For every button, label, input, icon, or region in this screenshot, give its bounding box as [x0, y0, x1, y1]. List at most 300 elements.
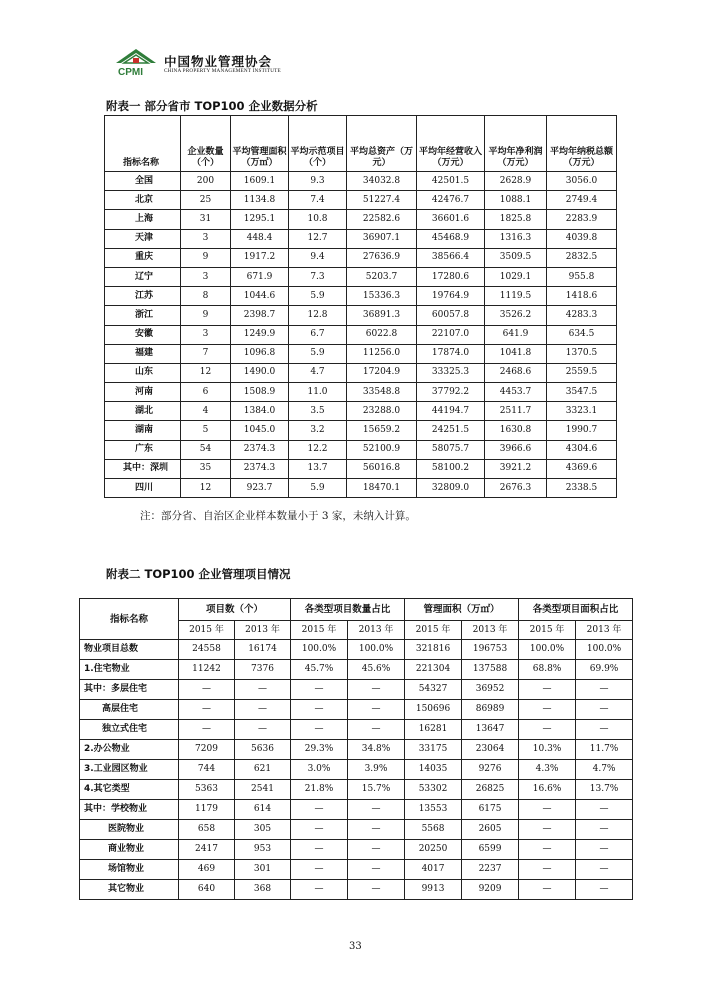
row-label: 广东	[105, 440, 181, 459]
row-label: 江苏	[105, 287, 181, 306]
table-cell: —	[291, 700, 348, 720]
table-row	[105, 421, 617, 440]
table-cell: 5568	[405, 820, 462, 840]
table-cell: —	[519, 680, 576, 700]
row-label: 独立式住宅	[80, 720, 179, 740]
table-cell: —	[348, 720, 405, 740]
table-row	[80, 820, 633, 840]
table-cell: 1917.2	[231, 248, 289, 267]
table-cell: 24251.5	[417, 421, 485, 440]
table-cell: 16174	[235, 640, 291, 660]
table-cell: 2237	[462, 860, 519, 880]
table-cell: 2374.3	[231, 459, 289, 478]
table-row	[105, 479, 617, 498]
table-cell: —	[519, 880, 576, 900]
table-cell: 6	[181, 383, 231, 402]
table-cell: 36907.1	[347, 229, 417, 248]
table-cell: 1044.6	[231, 287, 289, 306]
table-cell: 2749.4	[547, 191, 617, 210]
table-cell: 1825.8	[485, 210, 547, 229]
table-cell: 54	[181, 440, 231, 459]
table2-header: 各类型项目面积占比	[519, 599, 633, 621]
table-row	[105, 440, 617, 459]
table-cell: 4304.6	[547, 440, 617, 459]
table-cell: 8	[181, 287, 231, 306]
table-cell: 42476.7	[417, 191, 485, 210]
row-label: 湖北	[105, 402, 181, 421]
table-cell: 26825	[462, 780, 519, 800]
table-cell: 321816	[405, 640, 462, 660]
table-cell: 16.6%	[519, 780, 576, 800]
table-cell: —	[179, 680, 235, 700]
table-cell: 3509.5	[485, 248, 547, 267]
table-cell: 44194.7	[417, 402, 485, 421]
table-cell: 7.4	[289, 191, 347, 210]
table-cell: 2541	[235, 780, 291, 800]
table-cell: 5.9	[289, 287, 347, 306]
table1-header: 平均年纳税总额（万元）	[547, 116, 617, 172]
table-cell: 4.7%	[576, 760, 633, 780]
table-cell: —	[519, 820, 576, 840]
table-cell: —	[576, 700, 633, 720]
table-cell: 18470.1	[347, 479, 417, 498]
table-cell: 7376	[235, 660, 291, 680]
table-cell: 3526.2	[485, 306, 547, 325]
table-cell: 3966.6	[485, 440, 547, 459]
table-cell: 36952	[462, 680, 519, 700]
table-cell: 1179	[179, 800, 235, 820]
table-cell: 38566.4	[417, 248, 485, 267]
table-cell: 19764.9	[417, 287, 485, 306]
table-row	[105, 191, 617, 210]
table-cell: 42501.5	[417, 172, 485, 191]
table-row	[105, 172, 617, 191]
row-label: 四川	[105, 479, 181, 498]
table-cell: 2374.3	[231, 440, 289, 459]
table-cell: 221304	[405, 660, 462, 680]
table-cell: 51227.4	[347, 191, 417, 210]
table-row	[105, 287, 617, 306]
table-row	[105, 383, 617, 402]
table-cell: 52100.9	[347, 440, 417, 459]
table-cell: 1249.9	[231, 325, 289, 344]
table-cell: 1134.8	[231, 191, 289, 210]
row-label: 医院物业	[80, 820, 179, 840]
table-cell: 58075.7	[417, 440, 485, 459]
table-cell: 36891.3	[347, 306, 417, 325]
table-cell: 37792.2	[417, 383, 485, 402]
table-cell: 301	[235, 860, 291, 880]
table-cell: 2338.5	[547, 479, 617, 498]
table-cell: 5	[181, 421, 231, 440]
year-cell: 2015 年	[291, 621, 348, 640]
table-cell: 1088.1	[485, 191, 547, 210]
table-cell: 14035	[405, 760, 462, 780]
table-row	[105, 363, 617, 382]
table2-header: 各类型项目数量占比	[291, 599, 405, 621]
table-cell: 305	[235, 820, 291, 840]
table-row	[80, 720, 633, 740]
table-cell: 469	[179, 860, 235, 880]
table-cell: —	[519, 700, 576, 720]
org-name-en: CHINA PROPERTY MANAGEMENT INSTITUTE	[164, 68, 281, 74]
table-cell: 1384.0	[231, 402, 289, 421]
row-label: 4.其它类型	[80, 780, 179, 800]
table-cell: 1045.0	[231, 421, 289, 440]
table-cell: 9.3	[289, 172, 347, 191]
page-number: 33	[349, 941, 362, 952]
table-cell: —	[348, 680, 405, 700]
table-cell: 100.0%	[576, 640, 633, 660]
table-cell: 17280.6	[417, 267, 485, 286]
table-cell: 10.8	[289, 210, 347, 229]
table-cell: 29.3%	[291, 740, 348, 760]
table-cell: 4	[181, 402, 231, 421]
table-cell: —	[291, 800, 348, 820]
table-cell: 31	[181, 210, 231, 229]
table-cell: 9	[181, 306, 231, 325]
table-cell: 3921.2	[485, 459, 547, 478]
row-label: 其中：学校物业	[80, 800, 179, 820]
table-cell: 196753	[462, 640, 519, 660]
table1-header: 平均总资产（万元）	[347, 116, 417, 172]
table-cell: —	[235, 680, 291, 700]
table-cell: 2559.5	[547, 363, 617, 382]
table-cell: 25	[181, 191, 231, 210]
table-cell: 5363	[179, 780, 235, 800]
table-cell: 2676.3	[485, 479, 547, 498]
row-label: 其中：深圳	[105, 459, 181, 478]
table2-caption: 附表二 TOP100 企业管理项目情况	[106, 567, 291, 581]
table-cell: 13.7	[289, 459, 347, 478]
table-cell: 5.9	[289, 344, 347, 363]
table-cell: —	[179, 700, 235, 720]
table-cell: 24558	[179, 640, 235, 660]
table2-group-header-row	[80, 599, 633, 621]
table-cell: 86989	[462, 700, 519, 720]
table-cell: 448.4	[231, 229, 289, 248]
table-cell: 11242	[179, 660, 235, 680]
row-label: 3.工业园区物业	[80, 760, 179, 780]
table-row	[105, 267, 617, 286]
table-cell: —	[235, 700, 291, 720]
table-cell: 12	[181, 363, 231, 382]
table-cell: 33548.8	[347, 383, 417, 402]
table-cell: 2628.9	[485, 172, 547, 191]
table-cell: 658	[179, 820, 235, 840]
table-cell: 100.0%	[348, 640, 405, 660]
table-cell: 32809.0	[417, 479, 485, 498]
year-cell: 2013 年	[348, 621, 405, 640]
table-cell: 1029.1	[485, 267, 547, 286]
table-cell: 23064	[462, 740, 519, 760]
table-cell: 7	[181, 344, 231, 363]
table-row	[80, 640, 633, 660]
table-cell: —	[576, 820, 633, 840]
table-cell: 953	[235, 840, 291, 860]
table-cell: 9276	[462, 760, 519, 780]
table-cell: 6175	[462, 800, 519, 820]
table-cell: 23288.0	[347, 402, 417, 421]
table-cell: 5.9	[289, 479, 347, 498]
table2-header: 管理面积（万㎡）	[405, 599, 519, 621]
table-cell: 9.4	[289, 248, 347, 267]
row-label: 河南	[105, 383, 181, 402]
logo-abbr: CPMI	[118, 67, 143, 78]
table-cell: 4369.6	[547, 459, 617, 478]
table-cell: 3	[181, 267, 231, 286]
table-cell: 1119.5	[485, 287, 547, 306]
row-label: 其它物业	[80, 880, 179, 900]
row-label: 2.办公物业	[80, 740, 179, 760]
table-cell: —	[348, 840, 405, 860]
table-cell: 4.7	[289, 363, 347, 382]
table-cell: 22107.0	[417, 325, 485, 344]
row-label: 场馆物业	[80, 860, 179, 880]
row-label: 上海	[105, 210, 181, 229]
table1-header: 平均管理面积（万㎡）	[231, 116, 289, 172]
table-row	[105, 459, 617, 478]
table-cell: 27636.9	[347, 248, 417, 267]
year-cell: 2013 年	[576, 621, 633, 640]
table-cell: 1609.1	[231, 172, 289, 191]
table-cell: 35	[181, 459, 231, 478]
table-cell: 6.7	[289, 325, 347, 344]
table-cell: 9913	[405, 880, 462, 900]
table-cell: —	[519, 800, 576, 820]
table-cell: —	[576, 840, 633, 860]
table-cell: 9	[181, 248, 231, 267]
table-cell: 614	[235, 800, 291, 820]
table-row	[80, 860, 633, 880]
table-cell: 3547.5	[547, 383, 617, 402]
table-cell: —	[179, 720, 235, 740]
table-row	[105, 210, 617, 229]
table-cell: 2398.7	[231, 306, 289, 325]
org-name-cn: 中国物业管理协会	[164, 54, 273, 69]
table-cell: 3.9%	[348, 760, 405, 780]
table-row	[80, 740, 633, 760]
row-label: 安徽	[105, 325, 181, 344]
table-cell: 955.8	[547, 267, 617, 286]
table-row	[80, 880, 633, 900]
row-label: 物业项目总数	[80, 640, 179, 660]
table-cell: 45.6%	[348, 660, 405, 680]
table-cell: 11256.0	[347, 344, 417, 363]
table-cell: 3.2	[289, 421, 347, 440]
table-cell: —	[576, 880, 633, 900]
table-cell: 15.7%	[348, 780, 405, 800]
table-cell: 15659.2	[347, 421, 417, 440]
table-cell: 7.3	[289, 267, 347, 286]
table-cell: 4039.8	[547, 229, 617, 248]
year-cell: 2013 年	[235, 621, 291, 640]
table-cell: 2511.7	[485, 402, 547, 421]
table-cell: —	[348, 700, 405, 720]
table1-caption: 附表一 部分省市 TOP100 企业数据分析	[106, 99, 318, 113]
cpmi-logo-icon	[112, 46, 160, 80]
table-cell: 1418.6	[547, 287, 617, 306]
table-cell: 17874.0	[417, 344, 485, 363]
table-row	[105, 325, 617, 344]
table-cell: 621	[235, 760, 291, 780]
table-cell: 56016.8	[347, 459, 417, 478]
table-cell: —	[348, 880, 405, 900]
table-cell: 1508.9	[231, 383, 289, 402]
table-row	[80, 780, 633, 800]
table-cell: 368	[235, 880, 291, 900]
table-cell: —	[291, 840, 348, 860]
table-cell: —	[576, 720, 633, 740]
table-cell: —	[519, 720, 576, 740]
table-cell: —	[519, 860, 576, 880]
table2-header: 指标名称	[80, 599, 179, 640]
table-cell: 640	[179, 880, 235, 900]
table-cell: 13.7%	[576, 780, 633, 800]
table2-header: 项目数（个）	[179, 599, 291, 621]
table-cell: —	[348, 860, 405, 880]
table-cell: 2832.5	[547, 248, 617, 267]
row-label: 福建	[105, 344, 181, 363]
table-cell: 3.0%	[291, 760, 348, 780]
table-cell: 4453.7	[485, 383, 547, 402]
table-cell: 1295.1	[231, 210, 289, 229]
table-cell: 2605	[462, 820, 519, 840]
table-cell: 3	[181, 325, 231, 344]
table-cell: 22582.6	[347, 210, 417, 229]
table-cell: 9209	[462, 880, 519, 900]
table-cell: 2417	[179, 840, 235, 860]
row-label: 其中：多层住宅	[80, 680, 179, 700]
table-cell: 12	[181, 479, 231, 498]
table-row	[80, 840, 633, 860]
table-cell: 6599	[462, 840, 519, 860]
table-cell: 200	[181, 172, 231, 191]
table-cell: 1096.8	[231, 344, 289, 363]
table1-header: 平均年经营收入（万元）	[417, 116, 485, 172]
table-cell: 1630.8	[485, 421, 547, 440]
table-cell: —	[291, 720, 348, 740]
row-label: 商业物业	[80, 840, 179, 860]
table-cell: 4017	[405, 860, 462, 880]
table-cell: 4.3%	[519, 760, 576, 780]
table-cell: 641.9	[485, 325, 547, 344]
table-cell: 69.9%	[576, 660, 633, 680]
table-cell: 45468.9	[417, 229, 485, 248]
table-cell: 3	[181, 229, 231, 248]
table-cell: —	[576, 800, 633, 820]
table-cell: —	[576, 860, 633, 880]
table-cell: 45.7%	[291, 660, 348, 680]
table-cell: 2283.9	[547, 210, 617, 229]
table-cell: 11.0	[289, 383, 347, 402]
table-row	[105, 229, 617, 248]
table-row	[80, 680, 633, 700]
table-cell: 21.8%	[291, 780, 348, 800]
table-cell: 60057.8	[417, 306, 485, 325]
row-label: 湖南	[105, 421, 181, 440]
table-cell: 12.7	[289, 229, 347, 248]
table-cell: 1490.0	[231, 363, 289, 382]
table-cell: 58100.2	[417, 459, 485, 478]
row-label: 1.住宅物业	[80, 660, 179, 680]
row-label: 辽宁	[105, 267, 181, 286]
table-cell: 634.5	[547, 325, 617, 344]
table-cell: 3.5	[289, 402, 347, 421]
table-cell: —	[291, 880, 348, 900]
province-top100-table	[104, 115, 617, 498]
table-cell: 11.7%	[576, 740, 633, 760]
table-cell: —	[348, 820, 405, 840]
table1-note: 注：部分省、自治区企业样本数量小于 3 家，未纳入计算。	[140, 510, 416, 522]
table-cell: 5636	[235, 740, 291, 760]
table-cell: 20250	[405, 840, 462, 860]
table1-header: 平均示范项目（个）	[289, 116, 347, 172]
table-cell: 3056.0	[547, 172, 617, 191]
table-row	[105, 344, 617, 363]
table-cell: 36601.6	[417, 210, 485, 229]
table-cell: —	[576, 680, 633, 700]
table-cell: 137588	[462, 660, 519, 680]
row-label: 全国	[105, 172, 181, 191]
year-cell: 2015 年	[519, 621, 576, 640]
table-row	[105, 248, 617, 267]
table-cell: —	[291, 820, 348, 840]
table-cell: —	[348, 800, 405, 820]
table-row	[105, 402, 617, 421]
table-cell: 68.8%	[519, 660, 576, 680]
year-cell: 2013 年	[462, 621, 519, 640]
table-cell: 54327	[405, 680, 462, 700]
row-label: 北京	[105, 191, 181, 210]
table-cell: 33325.3	[417, 363, 485, 382]
table-cell: 34.8%	[348, 740, 405, 760]
table-cell: —	[291, 680, 348, 700]
table-cell: —	[291, 860, 348, 880]
table-cell: 6022.8	[347, 325, 417, 344]
table-cell: 10.3%	[519, 740, 576, 760]
table-cell: 5203.7	[347, 267, 417, 286]
table-cell: —	[519, 840, 576, 860]
table-cell: 100.0%	[291, 640, 348, 660]
row-label: 浙江	[105, 306, 181, 325]
managed-projects-table	[79, 598, 633, 900]
table1-header-row	[105, 116, 617, 172]
table-cell: 744	[179, 760, 235, 780]
table-cell: 33175	[405, 740, 462, 760]
table-row	[80, 800, 633, 820]
table-cell: 15336.3	[347, 287, 417, 306]
table1-header: 指标名称	[105, 116, 181, 172]
year-cell: 2015 年	[405, 621, 462, 640]
table-cell: 53302	[405, 780, 462, 800]
row-label: 天津	[105, 229, 181, 248]
table-row	[80, 760, 633, 780]
table-cell: 3323.1	[547, 402, 617, 421]
table-cell: 2468.6	[485, 363, 547, 382]
table-row	[105, 306, 617, 325]
table-cell: 4283.3	[547, 306, 617, 325]
table-cell: 1316.3	[485, 229, 547, 248]
table-cell: 7209	[179, 740, 235, 760]
table-cell: 1990.7	[547, 421, 617, 440]
header-logo	[112, 52, 322, 78]
table-cell: 12.2	[289, 440, 347, 459]
table-cell: 150696	[405, 700, 462, 720]
row-label: 高层住宅	[80, 700, 179, 720]
table1-header: 企业数量（个）	[181, 116, 231, 172]
table-cell: 12.8	[289, 306, 347, 325]
